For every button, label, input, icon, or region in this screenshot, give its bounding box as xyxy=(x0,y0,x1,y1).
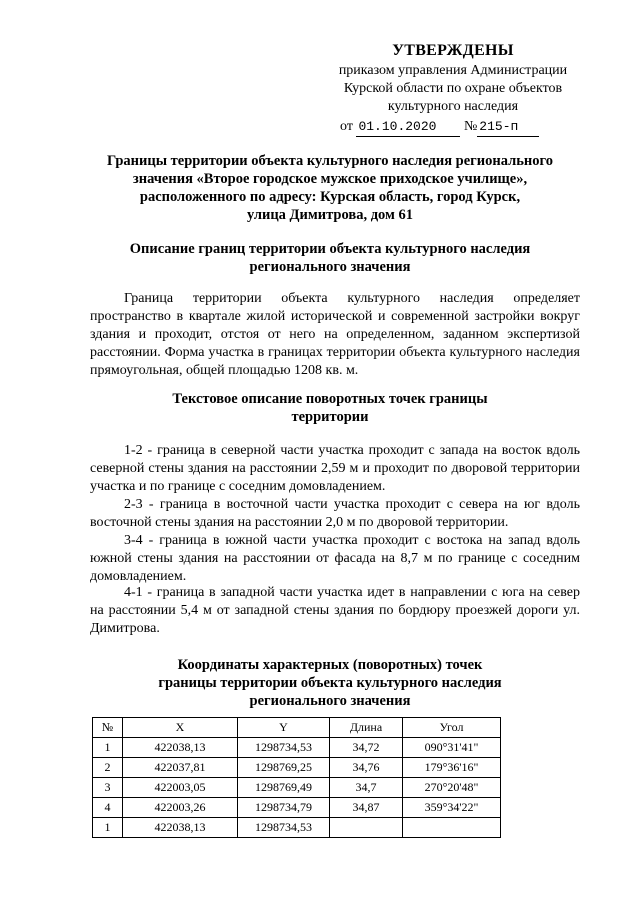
heading-line: регионального значения xyxy=(249,693,411,709)
segment-paragraph xyxy=(90,496,580,532)
title-line: значения «Второе городское мужское приходское училище», xyxy=(132,171,528,187)
segment-text: 1-2 - граница в северной части участка проходит с запада на восток вдоль северной стены здания на расстоянии 2,59 м и проходит по дворовой территории участка и по границе с соседним домовладением. xyxy=(90,443,580,494)
table-cell: 359°34'22" xyxy=(403,798,501,818)
order-number: 215-п xyxy=(477,118,539,137)
table-row xyxy=(93,778,501,798)
description-text: Граница территории объекта культурного наследия определяет пространство в квартале жилой исторической и современной застройки вокруг здания и проходит, отстоя от него на определенном, заданном экспертизой расстоянии. Форма участка в границах территории объекта культурного наследия прямоугольная, общей площадью 1208 кв. м. xyxy=(90,291,580,378)
coordinates-table xyxy=(92,717,501,838)
segment-text: 2-3 - граница в восточной части участка проходит с севера на юг вдоль восточной стены здания на расстоянии 2,0 м по дворовой территории. xyxy=(90,497,580,530)
table-cell: 422037,81 xyxy=(123,758,238,778)
heading-line: границы территории объекта культурного наследия xyxy=(158,675,502,691)
approval-heading: УТВЕРЖДЕНЫ xyxy=(392,42,514,59)
table-cell: 2 xyxy=(93,758,123,778)
table-cell: 4 xyxy=(93,798,123,818)
table-cell: 34,72 xyxy=(330,738,403,758)
approval-order xyxy=(318,118,588,137)
table-row xyxy=(93,758,501,778)
heading-line: Координаты характерных (поворотных) точек xyxy=(177,657,483,673)
table-cell: 090°31'41" xyxy=(403,738,501,758)
order-date: 01.10.2020 xyxy=(356,118,460,137)
description-heading xyxy=(60,240,600,276)
approval-stamp xyxy=(318,42,588,137)
table-cell: 1 xyxy=(93,818,123,838)
table-cell: 1298734,53 xyxy=(238,738,330,758)
segment-paragraph xyxy=(90,442,580,496)
coordinates-heading xyxy=(60,656,600,710)
table-cell: 1298769,49 xyxy=(238,778,330,798)
turning-points-heading xyxy=(60,390,600,426)
document-title xyxy=(60,152,600,224)
table-cell: 270°20'48" xyxy=(403,778,501,798)
heading-line: Описание границ территории объекта культурного наследия xyxy=(129,241,531,257)
column-header: Угол xyxy=(403,718,501,738)
table-cell: 34,7 xyxy=(330,778,403,798)
column-header: Y xyxy=(238,718,330,738)
segment-paragraph xyxy=(90,584,580,638)
heading-line: территории xyxy=(291,409,369,425)
title-line: Границы территории объекта культурного наследия регионального xyxy=(107,153,553,169)
title-line: улица Димитрова, дом 61 xyxy=(246,207,414,223)
table-row xyxy=(93,818,501,838)
approval-line: культурного наследия xyxy=(387,99,519,114)
table-header-row xyxy=(93,718,501,738)
table-cell: 422003,26 xyxy=(123,798,238,818)
approval-line: приказом управления Администрации xyxy=(338,63,568,78)
table-cell: 422003,05 xyxy=(123,778,238,798)
table-cell xyxy=(330,818,403,838)
heading-line: Текстовое описание поворотных точек границы xyxy=(172,391,488,407)
column-header: X xyxy=(123,718,238,738)
table-row xyxy=(93,798,501,818)
approval-line: Курской области по охране объектов xyxy=(343,81,563,96)
number-prefix: № xyxy=(463,119,478,134)
segment-paragraph xyxy=(90,532,580,586)
table-cell: 179°36'16" xyxy=(403,758,501,778)
table-cell: 422038,13 xyxy=(123,738,238,758)
column-header: № xyxy=(93,718,123,738)
title-line: расположенного по адресу: Курская область, город Курск, xyxy=(139,189,521,205)
table-cell: 3 xyxy=(93,778,123,798)
segment-text: 4-1 - граница в западной части участка идет в направлении с юга на север на расстоянии 5,4 м от западной стены здания по бордюру проезжей дороги ул. Димитрова. xyxy=(90,585,580,636)
table-cell: 1298734,79 xyxy=(238,798,330,818)
table-cell: 1298769,25 xyxy=(238,758,330,778)
table-cell: 34,87 xyxy=(330,798,403,818)
table-cell: 1298734,53 xyxy=(238,818,330,838)
date-prefix: от xyxy=(340,119,353,134)
table-row xyxy=(93,738,501,758)
column-header: Длина xyxy=(330,718,403,738)
table-cell: 1 xyxy=(93,738,123,758)
heading-line: регионального значения xyxy=(249,259,411,275)
segment-text: 3-4 - граница в южной части участка проходит с востока на запад вдоль южной стены здания на расстоянии от фасада на 8,7 м по границе с соседним домовладением. xyxy=(90,533,580,584)
table-cell xyxy=(403,818,501,838)
table-cell: 34,76 xyxy=(330,758,403,778)
table-cell: 422038,13 xyxy=(123,818,238,838)
description-paragraph xyxy=(90,290,580,380)
